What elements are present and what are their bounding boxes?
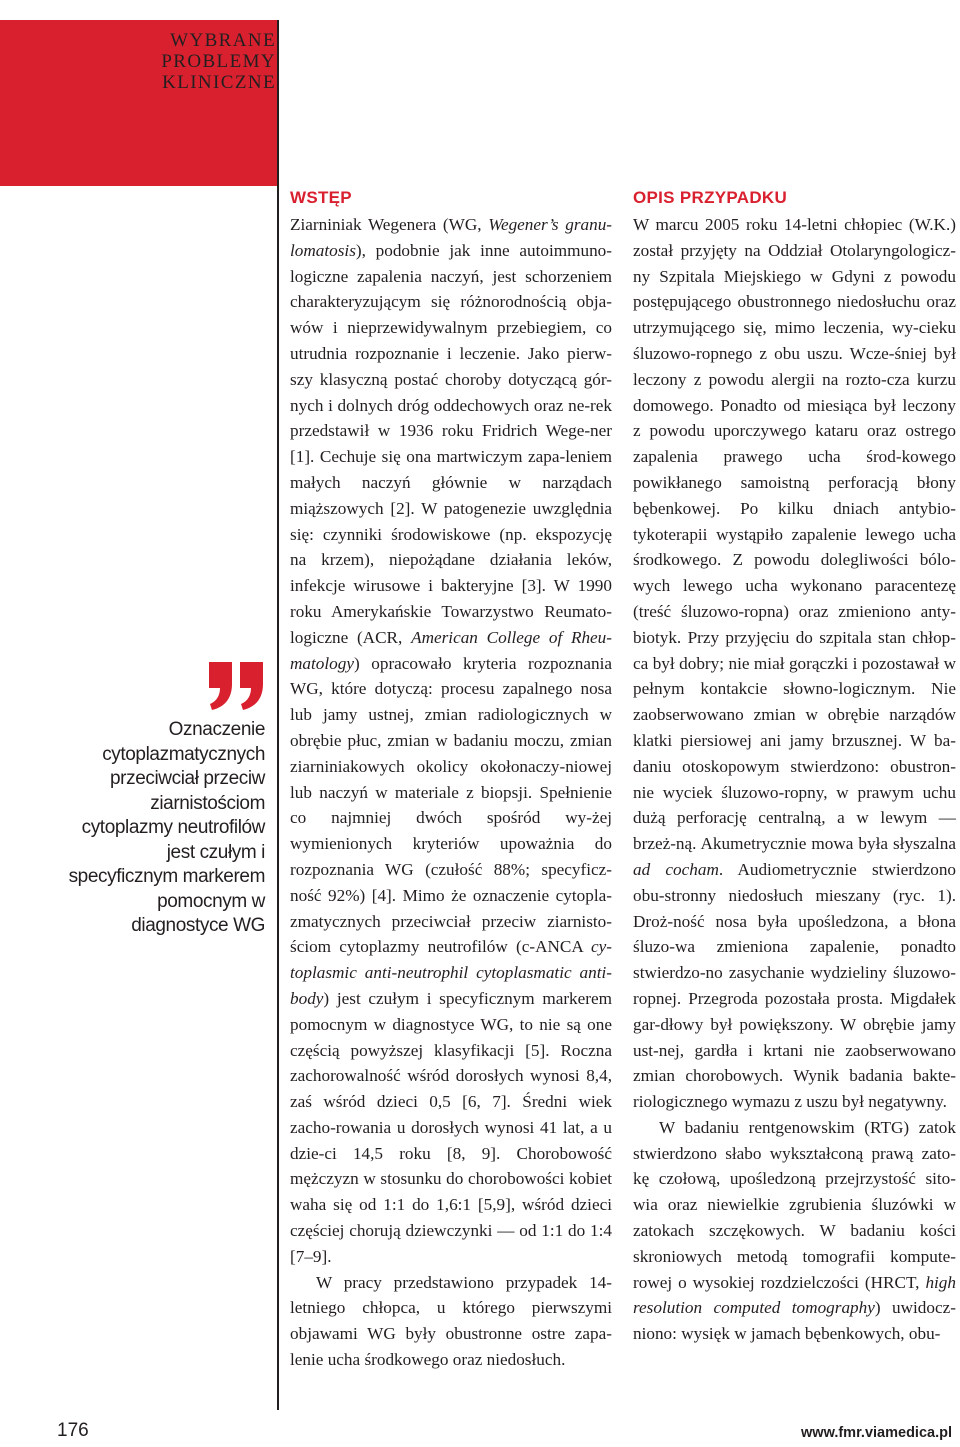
article-column-left xyxy=(290,186,612,1373)
text-run: ) uwidocz-niono: wysięk w jamach bębenkowych, obu- xyxy=(633,1298,956,1344)
section-label xyxy=(120,30,276,93)
intro-paragraph xyxy=(290,212,612,1270)
italic-run: Wegener’s granu-lomatosis xyxy=(290,215,613,260)
italic-run: American College of Rheu-matology xyxy=(290,627,612,673)
italic-run: ad cocham xyxy=(633,859,719,879)
section-label-line: KLINICZNE xyxy=(162,72,276,93)
pull-quote xyxy=(60,662,265,939)
text-run: . Audiometrycznie stwierdzono obu-stronny niedosłuch mieszany (ryc. 1). Droż-ność nosa była upośledzona, a błona śluzo-wa zmieniona zapalenie, ponadto stwierdzo-no zasychanie wydzieliny śluzowo-ropnej. Przegroda pozostała prosta. Migdałek gar-dłowy był powiększony. W obrębie jamy ust-nej, gardła i krtani nie zaobserwowano zmian chorobowych. Wynik badania bakte-riologicznego wymazu z uszu był negatywny. xyxy=(633,859,957,1112)
column-divider xyxy=(277,20,279,1410)
text-run: ) jest czułym i specyficznym markerem pomocnym w diagnostyce WG, to nie są one częścią powyższej klasyfikacji [5]. Roczna zachorowalność wśród dorosłych wynosi 8,4, zaś wśród dzieci 0,5 [6, 7]. Średni wiek zacho-rowania u dorosłych wynosi 41 lat, a u dzie-ci 14,5 roku [8, 9]. Chorobowość mężczyzn w stosunku do chorobowości kobiet waha się od 1:1 do 1,6:1 [5,9], wśród dzieci częściej chorują dziewczynki — od 1:1 do 1:4 [7–9]. xyxy=(290,988,612,1266)
italic-run: cy-toplasmic anti-neutrophil cytoplasmatic anti-body xyxy=(290,937,612,1008)
pull-quote-text: Oznaczenie cytoplazmatycznych przeciwciał przeciw ziarnistościom cytoplazmy neutrofilów jest czułym i specyficznym markerem pomocnym w diagnostyce WG xyxy=(68,719,265,936)
quote-mark-icon xyxy=(60,662,265,710)
site-url: www.fmr.viamedica.pl xyxy=(801,1425,952,1441)
text-run: Ziarniniak Wegenera (WG, xyxy=(290,215,489,234)
text-run: ), podobnie jak inne autoimmuno-logiczne zapalenia naczyń, jest schorzeniem charakteryzującym się różnorodnością obja-wów i nieprzewidywalnym przebiegiem, co utrudnia rozpoznanie i leczenie. Jako pierw-szy klasyczną postać choroby dotyczącą gór-nych i dolnych dróg oddechowych oraz ne-rek przedstawił w 1936 roku Fridrich Wege-ner [1]. Cechuje się ona martwiczym zapa-leniem małych naczyń głównie w narządach miąższowych [2]. W patogenezie uwzględnia się: czynniki środowiskowe (np. ekspozycję na krzem), niepożądane działania leków, infekcje wirusowe i bakteryjne [3]. W 1990 roku Amerykańskie Towarzystwo Reumato-logiczne (ACR, xyxy=(290,240,612,647)
text-run: W marcu 2005 roku 14-letni chłopiec (W.K.) został przyjęty na Oddział Otolaryngologicz-ny Szpitala Miejskiego w Gdyni z powodu postępującego obustronnego niedosłuchu oraz utrzymującego się, mimo leczenia, wy-cieku śluzowo-ropnego z obu uszu. Wcze-śniej był leczony z powodu alergii na rozto-cza kurzu domowego. Ponadto od miesiąca był leczony z powodu uporczywego kataru oraz ostrego zapalenia prawego ucha środ-kowego powikłanego samoistną perforacją błony bębenkowej. Po kilku dniach antybio-tykoterapii wystąpiło zapalenie lewego ucha środkowego. Z powodu dolegliwości bólo-wych lewego ucha wykonano paracentezę (treść śluzowo-ropna) oraz zmieniono anty-biotyk. Przy przyjęciu do szpitala stan chłop-ca był dobry; nie miał gorączki i pozostawał w pełnym kontakcie słowno-logicznym. Nie zaobserwowano zmian w obrębie narządów klatki piersiowej ani jamy brzusznej. W ba-daniu otoskopowym stwierdzono: obustron-nie wyciek śluzowo-ropny, w prawym uchu dużą perforację centralną, a w lewym — brzeż-ną. Akumetrycznie mowa była słyszalna xyxy=(633,215,956,854)
section-heading-intro: WSTĘP xyxy=(290,188,352,207)
case-paragraph xyxy=(633,212,956,1115)
section-label-line: PROBLEMY xyxy=(161,51,276,72)
section-label-line: WYBRANE xyxy=(170,30,276,51)
intro-paragraph-2: W pracy przedstawiono przypadek 14-letniego chłopca, u którego pierwszymi objawami WG były obustronne ostre zapa-lenie ucha środkowego oraz niedosłuch. xyxy=(290,1272,612,1370)
article-column-right xyxy=(633,186,956,1347)
page-number: 176 xyxy=(57,1420,89,1441)
italic-run: high resolution computed tomography xyxy=(633,1272,956,1318)
text-run: ) opracowało kryteria rozpoznania WG, które dotyczą: procesu zapalnego nosa lub jamy ustnej, zmian radiologicznych w obrębie płuc, zmian w badaniu moczu, zmian ziarniniakowych okolicy okołonaczy-niowej lub naczyń w materiale z biopsji. Spełnienie co najmniej dwóch spośród wy-żej wymienionych kryteriów upoważnia do rozpoznania WG (czułość 88%; specyficz-ność 92%) [4]. Mimo że oznaczenie cytopla-zmatycznych przeciwciał przeciw ziarnisto-ściom cytoplazmy neutrofilów (c-ANCA xyxy=(290,653,612,957)
case-paragraph-2 xyxy=(633,1115,956,1347)
text-run: W badaniu rentgenowskim (RTG) zatok stwierdzono słabo wykształconą prawą zato-kę czołową, upośledzoną przejrzystość sito-wia oraz niewielkie zgrubienia śluzówki w zatokach szczękowych. W badaniu kości skroniowych metodą tomografii kompute-rowej o wysokiej rozdzielczości (HRCT, xyxy=(633,1117,956,1292)
section-heading-case: OPIS PRZYPADKU xyxy=(633,188,788,207)
